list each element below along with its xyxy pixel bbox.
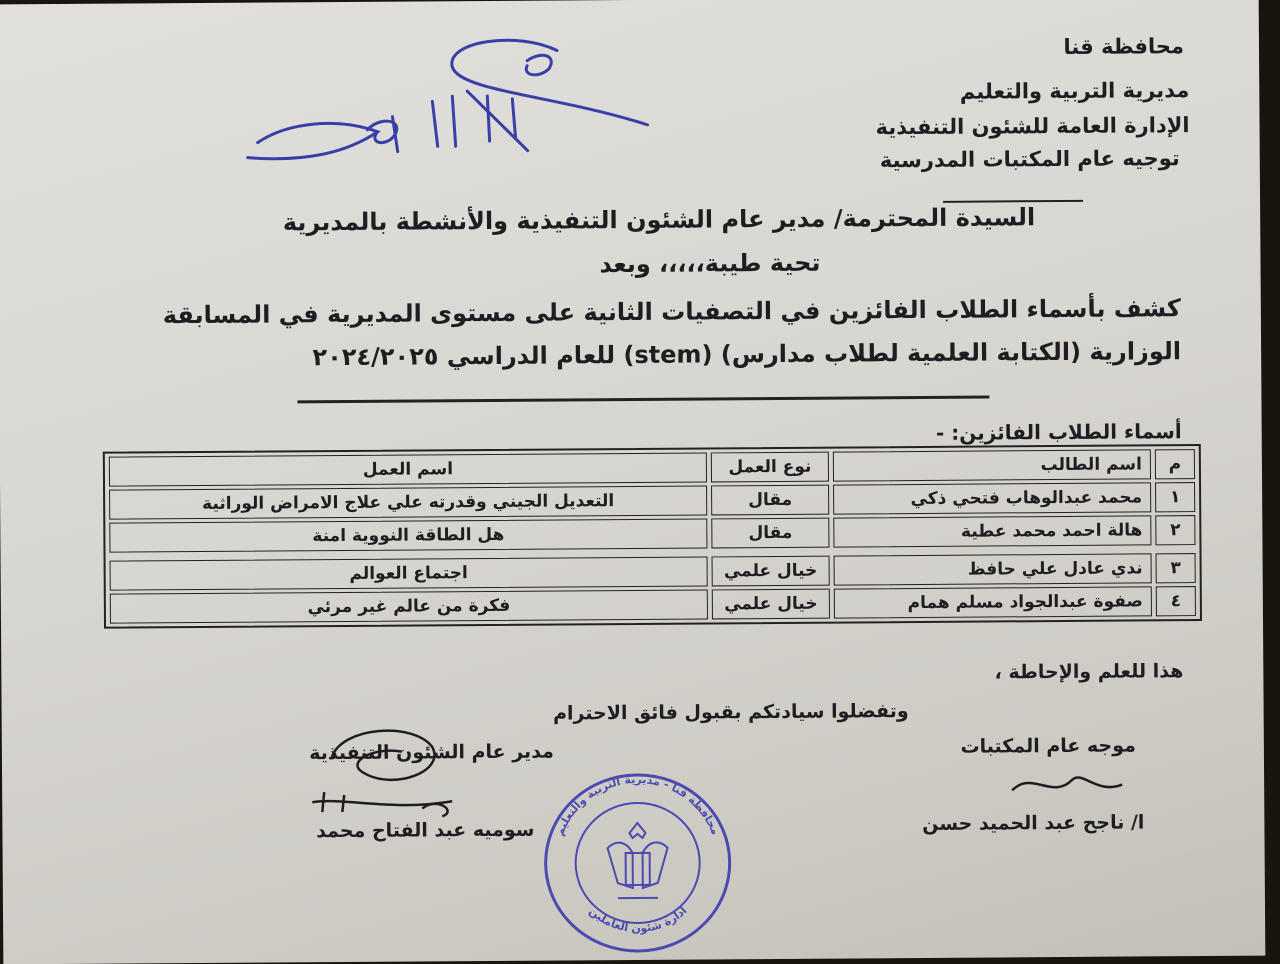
student-name: محمد عبدالوهاب فتحي ذكي [833,482,1151,514]
student-name: هالة احمد محمد عطية [833,515,1151,547]
col-header-name: اسم الطالب [833,449,1151,481]
work-title: فكرة من عالم غير مرئي [110,589,708,623]
closing-line-1: هذا للعلم والإحاطة ، [994,660,1184,684]
work-type: خيال علمي [712,556,830,587]
table-header-row [109,449,1195,487]
work-title: التعديل الجيني وقدرته علي علاج الامراض الوراثية [109,485,707,519]
table-row [110,553,1196,591]
governorate-title: محافظة قنا [1063,34,1185,59]
left-signer-title: مدير عام الشئون التنفيذية [309,740,554,765]
right-signer-title: موجه عام المكتبات [960,734,1136,758]
official-seal [537,767,738,958]
winners-label: أسماء الطلاب الفائزين: - [935,419,1182,445]
seal-ring-text: محافظة قنا - مديرية التربية والتعليم [552,772,723,838]
seal-bottom-text: ادارة شئون العاملين [586,904,690,936]
right-signature [1002,765,1132,806]
svg-text:ادارة شئون العاملين [587,904,690,936]
closing-line-2: وتفضلوا سيادتكم بقبول فائق الاحترام [552,700,909,725]
student-name: صفوة عبدالجواد مسلم همام [834,586,1152,618]
table-row [110,586,1196,624]
subject-line-1: كشف بأسماء الطلاب الفائزين في التصفيات الثانية على مستوى المديرية في المسابقة [162,294,1181,330]
greeting: تحية طيبة،،،،، وبعد [599,248,821,279]
left-signer-name: سوميه عبد الفتاح محمد [316,818,535,843]
right-signer-name: ا/ ناجح عبد الحميد حسن [922,811,1145,835]
work-title: اجتماع العوالم [110,556,708,590]
row-num: ٢ [1155,515,1195,545]
col-header-work: اسم العمل [109,452,707,486]
subject-divider [297,395,989,403]
work-type: خيال علمي [712,589,830,620]
row-num: ٣ [1156,553,1196,583]
work-type: مقال [711,485,829,516]
table-row [109,482,1195,520]
subject-line-2: الوزارية (الكتابة العلمية لطلاب مدارس) (stem) للعام الدراسي ٢٠٢٤/٢٠٢٥ [312,337,1182,372]
handwritten-date-annotation [227,20,658,183]
addressee: السيدة المحترمة/ مدير عام الشئون التنفيذية والأنشطة بالمديرية [282,203,1036,237]
work-title: هل الطاقة النووية امنة [109,518,707,552]
row-num: ٤ [1156,586,1196,616]
directorate-title: مديرية التربية والتعليم [959,78,1190,104]
row-num: ١ [1155,482,1195,512]
left-signature [302,716,503,837]
student-name: ندي عادل علي حافظ [834,553,1152,585]
table-row [109,515,1195,553]
department-title: توجيه عام المكتبات المدرسية [879,146,1180,173]
svg-text:محافظة قنا - مديرية التربية وا [552,772,722,837]
work-type: مقال [711,518,829,549]
col-header-type: نوع العمل [711,452,829,483]
winners-table [103,444,1202,629]
col-header-num: م [1155,449,1195,479]
administration-title: الإدارة العامة للشئون التنفيذية [875,113,1190,140]
